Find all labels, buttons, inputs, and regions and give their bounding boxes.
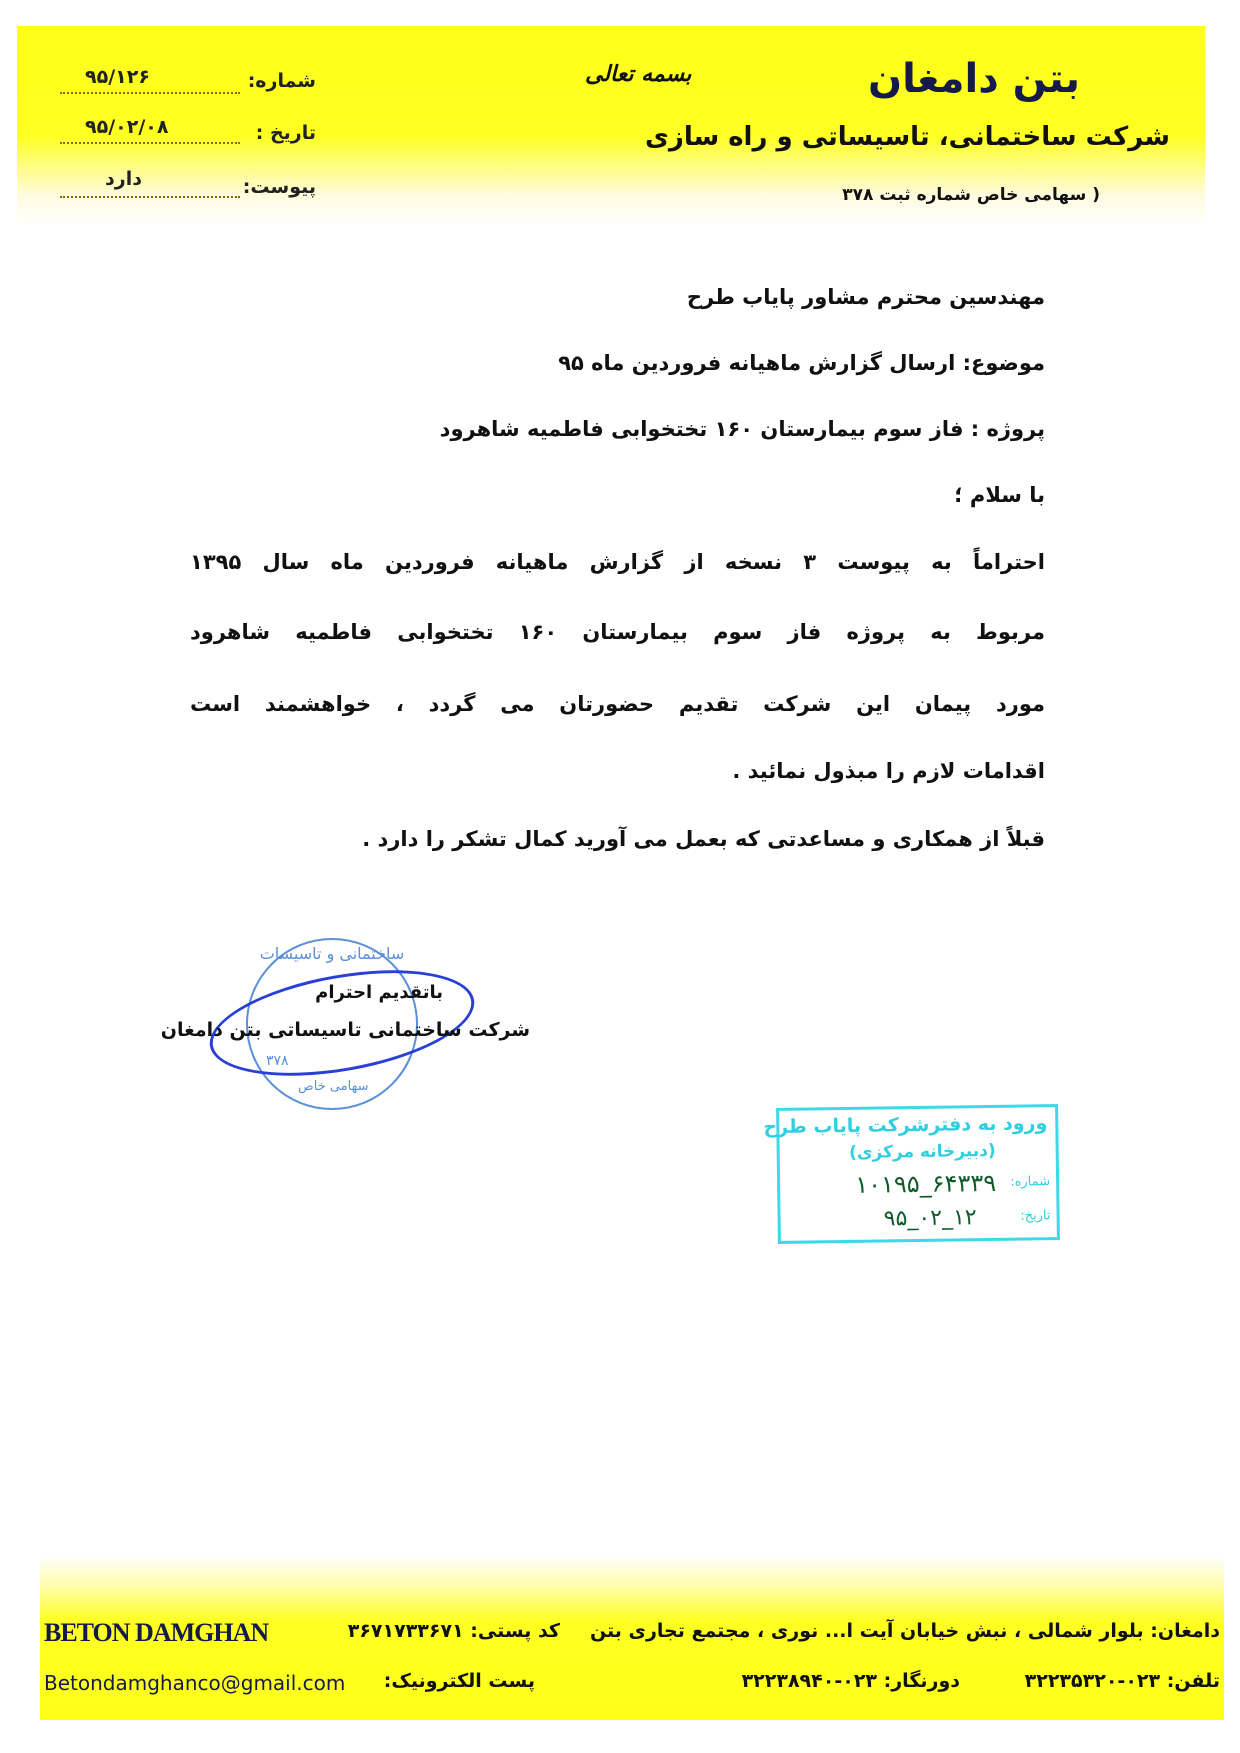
stamp-number-label: شماره: <box>1010 1174 1051 1190</box>
number-dotted-line <box>60 92 240 94</box>
signoff: باتقدیم احترام <box>315 982 443 1003</box>
body-line: مورد پیمان این شرکت تقدیم حضورتان می گردد ، خواهشمند است <box>190 692 1045 716</box>
subject: موضوع: ارسال گزارش ماهیانه فروردین ماه ۹۵ <box>558 351 1045 375</box>
stamp-subtitle: (دبیرخانه مرکزی) <box>848 1140 996 1163</box>
stamp-number-value: ۱۰۱۹۵_۶۴۳۳۹ <box>855 1168 997 1199</box>
footer-brand: BETON DAMGHAN <box>44 1618 269 1647</box>
closing-line: قبلاً از همکاری و مساعدتی که بعمل می آورید کمال تشکر را دارد . <box>362 827 1045 851</box>
number-label: شماره: <box>247 70 316 92</box>
footer-phone: تلفن: ۰۲۳-۳۲۲۳۵۳۲۰ <box>1024 1670 1220 1692</box>
signatory: شرکت ساختمانی تاسیساتی بتن دامغان <box>160 1019 530 1041</box>
body-line: احتراماً به پیوست ۳ نسخه از گزارش ماهیانه فروردین ماه سال ۱۳۹۵ <box>190 550 1045 574</box>
number-value: ۹۵/۱۲۶ <box>85 66 150 88</box>
attachment-dotted-line <box>60 196 240 198</box>
seal-text-bottom: سهامی خاص <box>298 1079 369 1094</box>
basmala: بسمه تعالی <box>585 62 692 87</box>
footer-address: دامغان: بلوار شمالی ، نبش خیابان آیت ا... نوری ، مجتمع تجاری بتن <box>589 1620 1220 1642</box>
registration-number: ( سهامی خاص شماره ثبت ۳۷۸ <box>842 185 1100 205</box>
body-line: اقدامات لازم را مبذول نمائید . <box>732 759 1045 783</box>
footer-email-label: پست الکترونیک: <box>383 1670 535 1692</box>
footer-fax: دورنگار: ۰۲۳-۳۲۲۳۸۹۴۰ <box>741 1670 960 1692</box>
footer-email[interactable]: Betondamghanco@gmail.com <box>44 1671 346 1695</box>
stamp-date-value: ۹۵_۰۲_۱۲ <box>883 1205 977 1232</box>
date-label: تاریخ : <box>255 122 316 144</box>
greeting: با سلام ؛ <box>954 483 1045 507</box>
project: پروژه : فاز سوم بیمارستان ۱۶۰ تختخوابی فاطمیه شاهرود <box>439 417 1045 441</box>
date-value: ۹۵/۰۲/۰۸ <box>85 116 169 138</box>
stamp-title: ورود به دفترشرکت پایاب طرح <box>763 1112 1048 1139</box>
footer-postal-code: کد پستی: ۳۶۷۱۷۳۳۶۷۱ <box>347 1620 560 1642</box>
receipt-stamp <box>763 1104 1060 1244</box>
stamp-date-label: تاریخ: <box>1020 1208 1051 1224</box>
company-type: شرکت ساختمانی، تاسیساتی و راه سازی <box>645 122 1170 152</box>
attachment-label: پیوست: <box>242 176 316 198</box>
seal-text-top: ساختمانی و تاسیسات <box>259 944 405 963</box>
recipient: مهندسین محترم مشاور پایاب طرح <box>686 285 1045 309</box>
body-line: مربوط به پروژه فاز سوم بیمارستان ۱۶۰ تختخوابی فاطمیه شاهرود <box>190 620 1045 644</box>
attachment-value: دارد <box>105 168 142 190</box>
date-dotted-line <box>60 142 240 144</box>
company-name: بتن دامغان <box>867 56 1080 102</box>
seal-number: ۳۷۸ <box>266 1053 289 1069</box>
